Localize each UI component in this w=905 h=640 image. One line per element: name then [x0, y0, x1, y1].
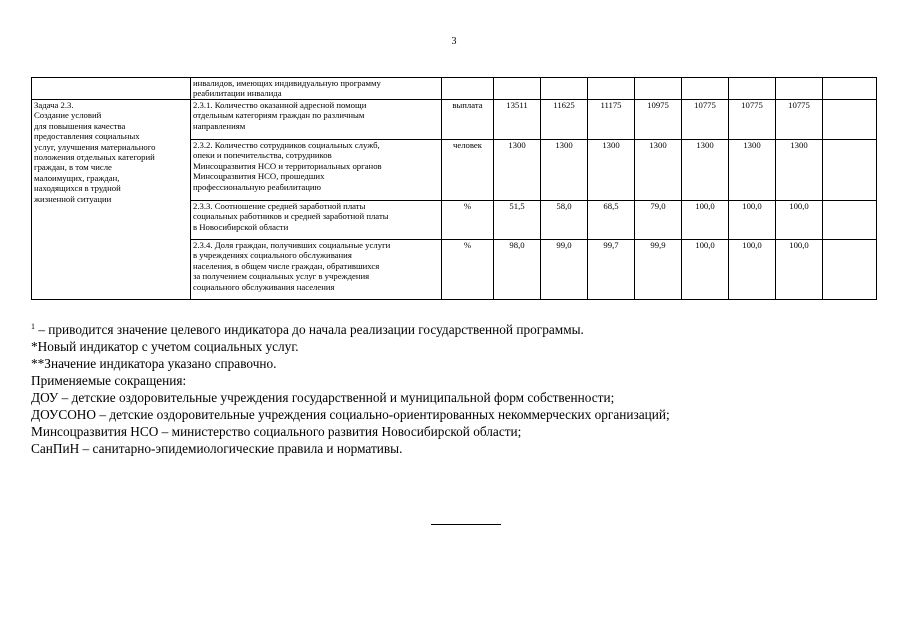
value-cell: [588, 78, 635, 100]
value-cell: 11625: [541, 100, 588, 140]
value-cell: [682, 78, 729, 100]
value-cell: 1300: [588, 140, 635, 201]
table-row: [32, 78, 877, 100]
task-cell: Задача 2.3. Создание условий для повышения качества предоставления социальных услуг, улучшения материального положения отдельных категорий граждан, в том числе малоимущих, граждан, находящихся в трудной жизненной ситуации: [32, 100, 191, 300]
indicator-cell: инвалидов, имеющих индивидуальную программу реабилитации инвалида: [191, 78, 442, 100]
footnote-1-text: – приводится значение целевого индикатора до начала реализации государственной программы.: [35, 322, 584, 337]
value-cell: 68,5: [588, 201, 635, 240]
value-cell: [729, 78, 776, 100]
value-cell: [776, 78, 823, 100]
value-cell: 99,9: [635, 240, 682, 300]
value-cell: [494, 78, 541, 100]
abbreviation-dou: ДОУ – детские оздоровительные учреждения государственной и муниципальной форм собственности;: [31, 390, 615, 405]
unit-cell: человек: [442, 140, 494, 201]
value-cell: 1300: [729, 140, 776, 201]
value-cell: 10975: [635, 100, 682, 140]
value-cell: 99,7: [588, 240, 635, 300]
value-cell: 100,0: [776, 201, 823, 240]
footnotes: [31, 321, 881, 457]
value-cell: 10775: [682, 100, 729, 140]
value-cell: 99,0: [541, 240, 588, 300]
footnote-new-indicator: *Новый индикатор с учетом социальных услуг.: [31, 339, 299, 354]
value-cell: 1300: [494, 140, 541, 201]
footnote-reference-value: **Значение индикатора указано справочно.: [31, 356, 277, 371]
value-cell: 13511: [494, 100, 541, 140]
value-cell: 1300: [635, 140, 682, 201]
table-row: [32, 100, 877, 140]
value-cell: 1300: [776, 140, 823, 201]
value-cell: 51,5: [494, 201, 541, 240]
value-cell: [823, 78, 877, 100]
value-cell: 11175: [588, 100, 635, 140]
unit-cell: [442, 78, 494, 100]
value-cell: 58,0: [541, 201, 588, 240]
value-cell: [823, 100, 877, 140]
indicator-cell: 2.3.2. Количество сотрудников социальных служб, опеки и попечительства, сотрудников Минсоцразвития НСО и территориальных органов Минсоцразвития НСО, прошедших профессиональную реабилитацию: [191, 140, 442, 201]
page-number: 3: [451, 36, 457, 47]
value-cell: [823, 140, 877, 201]
value-cell: 100,0: [729, 201, 776, 240]
unit-cell: %: [442, 201, 494, 240]
end-divider: [431, 524, 501, 525]
abbreviation-sanpin: СанПиН – санитарно-эпидемиологические правила и нормативы.: [31, 441, 403, 456]
indicator-cell: 2.3.3. Соотношение средней заработной платы социальных работников и средней заработной платы в Новосибирской области: [191, 201, 442, 240]
indicator-cell: 2.3.4. Доля граждан, получивших социальные услуги в учреждениях социального обслуживания населения, в общем числе граждан, обратившихся за получением социальных услуг в учреждения социального обслуживания населения: [191, 240, 442, 300]
value-cell: 100,0: [776, 240, 823, 300]
value-cell: 10775: [729, 100, 776, 140]
task-cell-empty: [32, 78, 191, 100]
value-cell: 100,0: [682, 240, 729, 300]
footnote-1: [31, 321, 881, 338]
footnote-mark: 1: [31, 322, 35, 331]
abbreviation-minsocrazvitiya: Минсоцразвития НСО – министерство социального развития Новосибирской области;: [31, 424, 522, 439]
value-cell: 79,0: [635, 201, 682, 240]
value-cell: 1300: [541, 140, 588, 201]
value-cell: [541, 78, 588, 100]
value-cell: [635, 78, 682, 100]
abbreviations-heading: Применяемые сокращения:: [31, 373, 187, 388]
unit-cell: выплата: [442, 100, 494, 140]
indicator-cell: 2.3.1. Количество оказанной адресной помощи отдельным категориям граждан по различным направлениям: [191, 100, 442, 140]
value-cell: 100,0: [729, 240, 776, 300]
value-cell: [823, 201, 877, 240]
value-cell: 100,0: [682, 201, 729, 240]
unit-cell: %: [442, 240, 494, 300]
value-cell: [823, 240, 877, 300]
indicators-table: [31, 77, 877, 300]
value-cell: 98,0: [494, 240, 541, 300]
value-cell: 10775: [776, 100, 823, 140]
abbreviation-dousono: ДОУСОНО – детские оздоровительные учреждения социально-ориентированных некоммерческих организаций;: [31, 407, 670, 422]
value-cell: 1300: [682, 140, 729, 201]
